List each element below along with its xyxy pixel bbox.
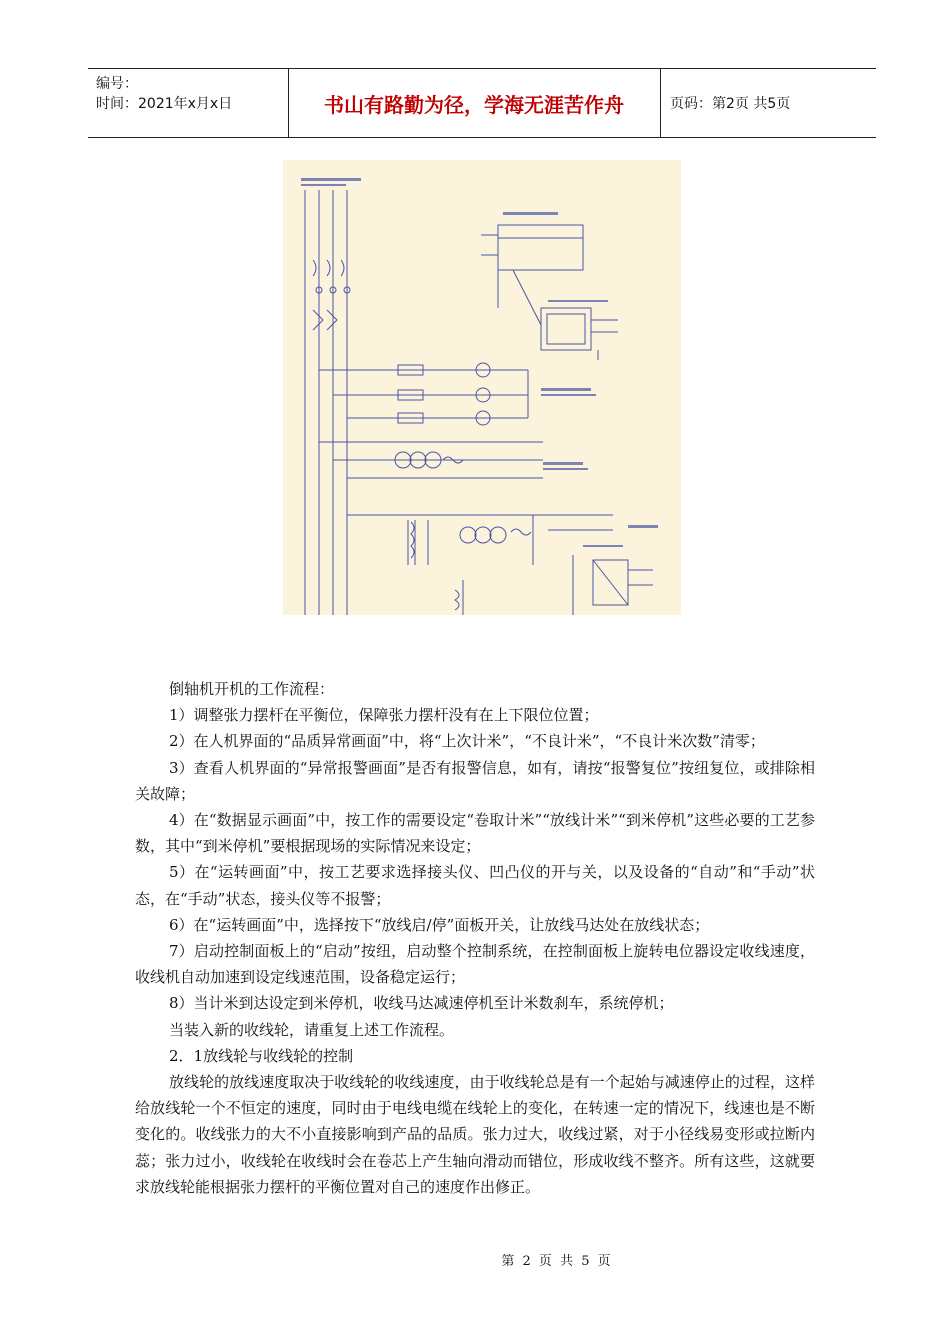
paragraph: 3）查看人机界面的“异常报警画面”是否有报警信息，如有，请按“报警复位”按纽复位，或排除相关故障； — [135, 758, 815, 803]
paragraph: 1）调整张力摆杆在平衡位，保障张力摆杆没有在上下限位位置； — [169, 706, 599, 725]
header-meta — [88, 69, 289, 137]
footer-page-number: 第 2 页 共 5 页 — [501, 1254, 613, 1269]
wiring-schematic-diagram — [283, 160, 681, 615]
paragraph: 倒轴机开机的工作流程： — [169, 680, 335, 698]
header-page-info: 页码：第2页 共5页 — [670, 96, 791, 112]
paragraph: 5）在“运转画面”中，按工艺要求选择接头仪、凹凸仪的开与关，以及设备的“自动”和“手动”状态，在“手动”状态，接头仪等不报警； — [135, 863, 815, 908]
page-header — [88, 68, 876, 138]
paragraph: 7）启动控制面板上的“启动”按纽，启动整个控制系统，在控制面板上旋转电位器设定收线速度，收线机自动加速到设定线速范围，设备稳定运行； — [135, 942, 815, 987]
paragraph: 2）在人机界面的“品质异常画面”中，将“上次计米”，“不良计米”，“不良计米次数”清零； — [169, 732, 765, 751]
code-label: 编号： — [96, 76, 138, 92]
header-motto: 书山有路勤为径，学海无涯苦作舟 — [288, 69, 661, 137]
paragraph: 放线轮的放线速度取决于收线轮的收线速度，由于收线轮总是有一个起始与减速停止的过程，这样给放线轮一个不恒定的速度，同时由于电线电缆在线轮上的变化，在转速一定的情况下，线速也是不断变化的。收线张力的大不小直接影响到产品的品质。张力过大，收线过紧，对于小径线易变形或拉断内蕊；张力过小，收线轮在收线时会在卷芯上产生轴向滑动而错位，形成收线不整齐。所有这些，这就要求放线轮能根据张力摆杆的平衡位置对自己的速度作出修正。 — [135, 1073, 815, 1196]
paragraph: 6）在“运转画面”中，选择按下“放线启/停”面板开关，让放线马达处在放线状态； — [169, 915, 710, 934]
body-text — [135, 676, 815, 1200]
paragraph: 4）在“数据显示画面”中，按工作的需要设定“卷取计米”“放线计米”“到米停机”这些必要的工艺参数，其中“到米停机”要根据现场的实际情况来设定； — [135, 811, 815, 856]
wiring-schematic-figure — [283, 160, 681, 615]
paragraph: 8）当计米到达设定到米停机，收线马达减速停机至计米数刹车，系统停机； — [169, 994, 674, 1013]
section-heading: 2．1放线轮与收线轮的控制 — [169, 1046, 354, 1065]
paragraph: 当装入新的收线轮，请重复上述工作流程。 — [169, 1020, 455, 1039]
page-footer — [0, 1250, 950, 1269]
time-label: 时间：2021年x月x日 — [96, 96, 233, 112]
